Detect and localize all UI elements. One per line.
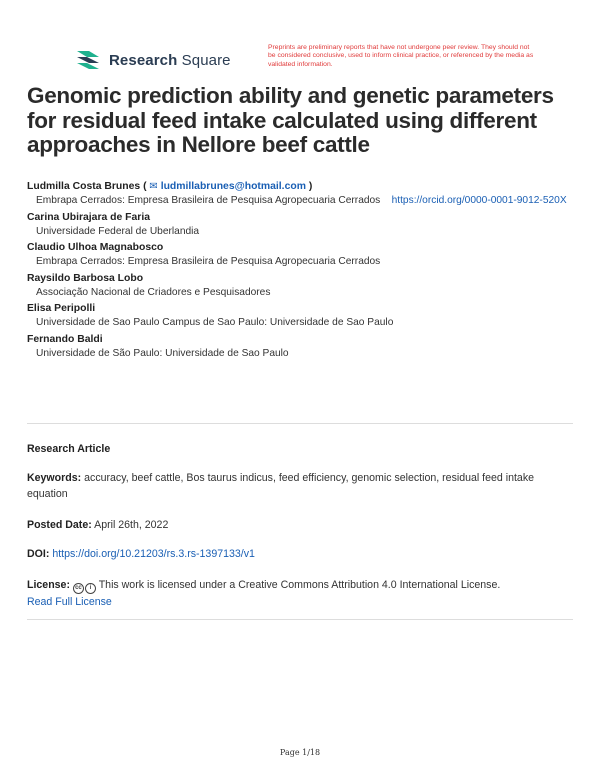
article-type [27,441,577,457]
author-name: Elisa Peripolli [27,303,96,314]
author-name: Claudio Ulhoa Magnabosco [27,242,164,253]
license-label: License: [27,579,70,591]
author-affiliation: Universidade de Sao Paulo Campus de Sao Paulo: Universidade de Sao Paulo [36,317,394,328]
author-name: Ludmilla Costa Brunes [27,181,141,192]
author-entry [27,333,577,362]
author-name: Carina Ubirajara de Faria [27,211,151,223]
license [27,577,577,610]
author-entry [27,211,577,240]
research-square-logo-icon [75,49,101,71]
author-name: Raysildo Barbosa Lobo [27,272,144,284]
doi [27,546,577,562]
author-affiliation: Universidade Federal de Uberlandia [36,225,200,237]
envelope-icon: ✉ [149,181,158,192]
doi-label: DOI: [27,548,50,560]
author-affiliation: Universidade de São Paulo: Universidade de Sao Paulo [36,347,289,359]
posted-date-value: April 26th, 2022 [94,519,169,531]
keywords-value: accuracy, beef cattle, Bos taurus indicus, feed efficiency, genomic selection, residual feed intake equation [27,472,535,500]
divider [27,619,573,620]
article-type-label: Research Article [27,443,111,455]
author-affiliation: Embrapa Cerrados: Empresa Brasileira de Pesquisa Agropecuaria Cerrados [36,256,381,267]
author-affiliation: Associação Nacional de Criadores e Pesquisadores [36,286,271,298]
research-square-logo[interactable] [75,47,231,73]
cc-by-icon: i [85,583,96,594]
author-entry [27,302,577,331]
author-entry [27,241,577,270]
logo-word-research: Research [109,51,178,69]
author-entry: Ludmilla Costa Brunes ( ✉ ludmillabrunes@hotmail.com ) Embrapa Cerrados: Empresa Brasileira de Pesquisa Agropecuaria Cerrados https://orcid.org/0000-0001-9012-520X [27,181,567,206]
author-entry [27,272,577,301]
doi-link[interactable]: https://doi.org/10.21203/rs.3.rs-1397133/v1 [52,548,255,560]
author-affiliation: Embrapa Cerrados: Empresa Brasileira de Pesquisa Agropecuaria Cerrados [36,195,381,206]
divider [27,423,573,424]
posted-date [27,517,577,533]
license-text: This work is licensed under a Creative Commons Attribution 4.0 International License. [98,579,501,591]
author-name: Fernando Baldi [27,333,103,345]
posted-date-label: Posted Date: [27,519,92,531]
page-number: Page 1/18 [279,748,321,757]
creative-commons-icon [73,583,96,594]
cc-logo-icon: cc [73,583,84,594]
logo-wordmark [109,52,231,69]
author-email-link[interactable]: ludmillabrunes@hotmail.com [160,181,306,192]
logo-word-square: Square [181,51,231,69]
author-list [27,180,577,363]
keywords-label: Keywords: [27,472,82,484]
keywords [27,470,577,502]
preprint-notice: Preprints are preliminary reports that have not undergone peer review. They should not be considered conclusive, used to inform clinical practice, or referenced by the media as validated information. [268,44,534,68]
read-full-license-link[interactable]: Read Full License [27,596,112,608]
paper-title: Genomic prediction ability and genetic parameters for residual feed intake calculated using different approaches in Nellore beef cattle [27,83,554,157]
orcid-link[interactable]: https://orcid.org/0000-0001-9012-520X [391,195,567,206]
